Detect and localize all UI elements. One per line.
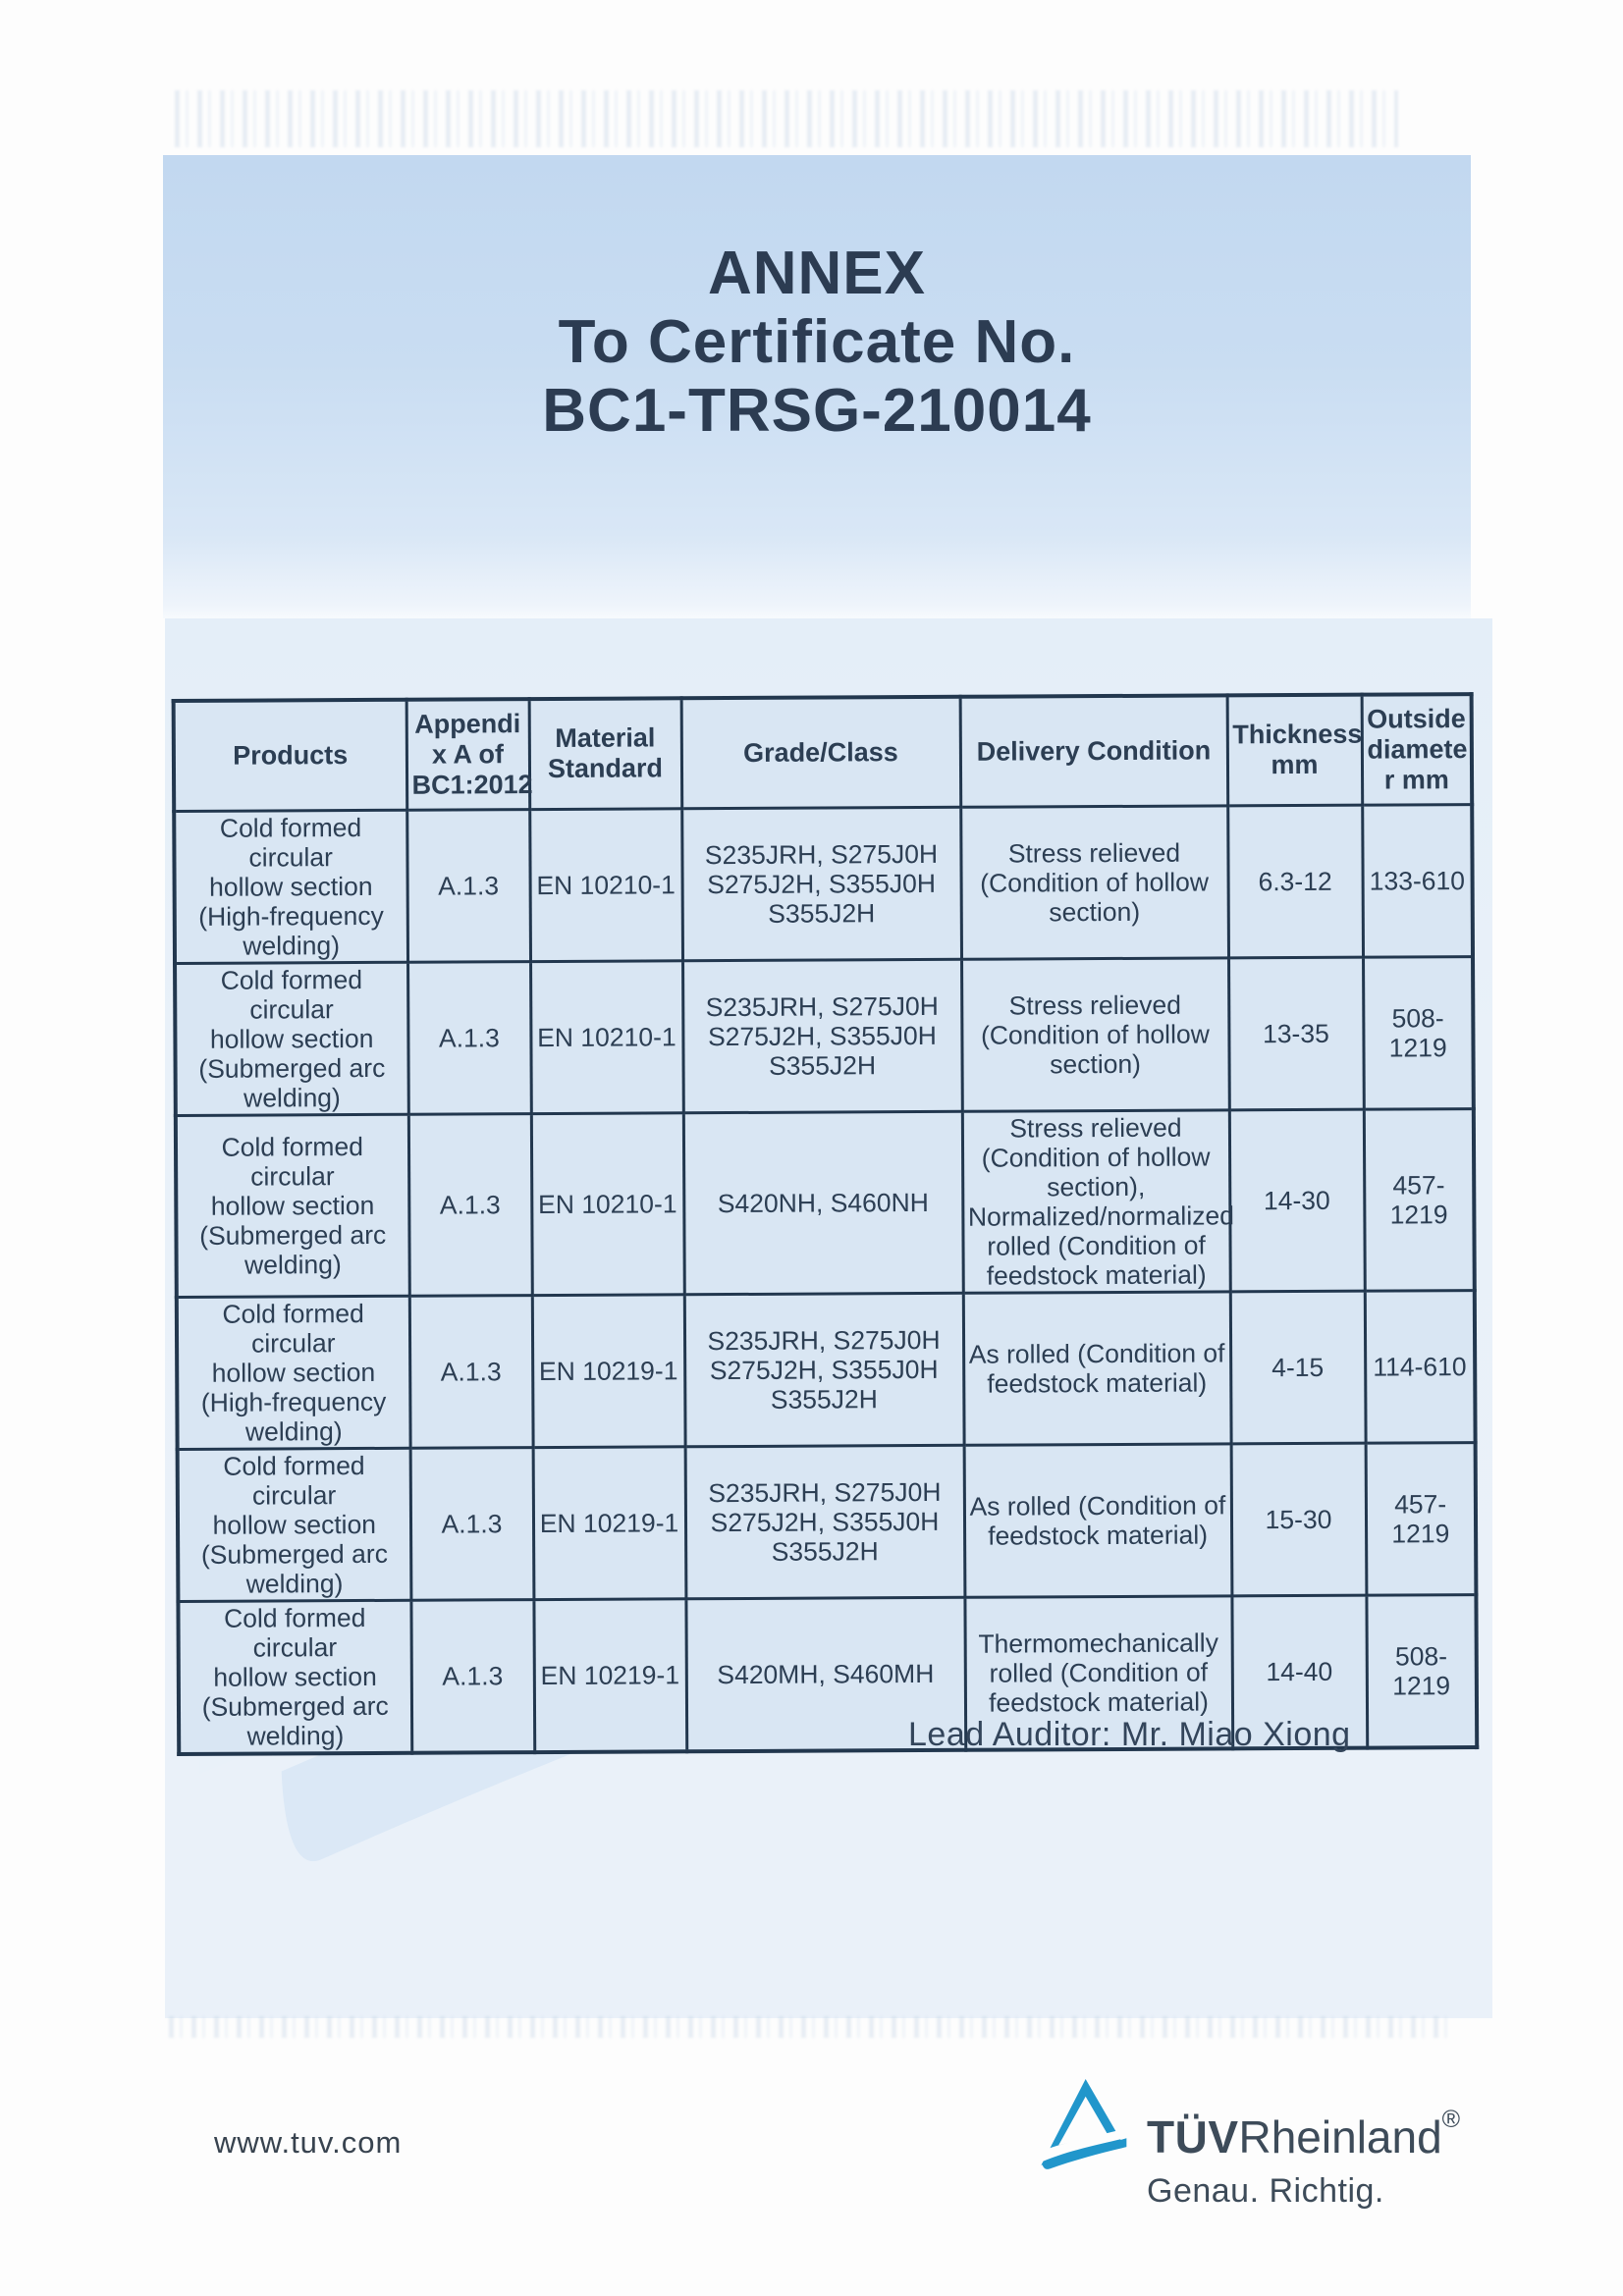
cell-outside-diameter: 508- 1219	[1363, 956, 1474, 1109]
certificate-number: BC1-TRSG-210014	[542, 377, 1092, 445]
cell-delivery-condition: Stress relieved (Condition of hollow section)	[961, 957, 1229, 1110]
certificate-subtitle: To Certificate No.	[558, 308, 1076, 376]
cell-material-standard: EN 10219-1	[532, 1294, 685, 1447]
scan-artifact-top	[175, 90, 1398, 147]
certificate-title-block	[163, 155, 1471, 618]
cell-delivery-condition: Stress relieved (Condition of hollow section)	[960, 805, 1228, 958]
table-row	[178, 1442, 1477, 1601]
cell-grade-class: S235JRH, S275J0H S275J2H, S355J0H S355J2H	[682, 959, 962, 1112]
tuv-triangle-icon	[1037, 2079, 1129, 2171]
cell-products: Cold formed circular hollow section (Submerged arc welding)	[178, 1448, 411, 1601]
table-row	[176, 1108, 1475, 1297]
cell-appendix: A.1.3	[406, 809, 530, 962]
cell-products: Cold formed circular hollow section (High-frequency welding)	[177, 1296, 410, 1449]
cell-thickness: 14-40	[1231, 1595, 1367, 1748]
brand-name	[1147, 2097, 1461, 2163]
cell-delivery-condition: As rolled (Condition of feedstock material)	[963, 1291, 1231, 1444]
cell-appendix: A.1.3	[410, 1447, 534, 1600]
table-header-row	[174, 694, 1473, 811]
col-header-delivery-condition: Delivery Condition	[960, 695, 1228, 806]
cell-outside-diameter: 133-610	[1362, 804, 1473, 957]
brand-name-rheinland: Rheinland	[1238, 2111, 1442, 2163]
cell-thickness: 14-30	[1229, 1109, 1365, 1292]
tuv-rheinland-logo	[1037, 2079, 1460, 2211]
cell-delivery-condition: Stress relieved (Condition of hollow section), Normalized/normalized rolled (Condition of feedstock material)	[962, 1109, 1230, 1292]
cell-appendix: A.1.3	[409, 1295, 533, 1448]
cell-outside-diameter: 114-610	[1365, 1290, 1476, 1443]
col-header-outside-diameter: Outside diamete r mm	[1362, 694, 1473, 805]
cell-products: Cold formed circular hollow section (Submerged arc welding)	[178, 1600, 411, 1754]
cell-products: Cold formed circular hollow section (High-frequency welding)	[174, 810, 407, 963]
cell-grade-class: S235JRH, S275J0H S275J2H, S355J0H S355J2H	[684, 1293, 964, 1446]
cell-grade-class: S420MH, S460MH	[685, 1597, 965, 1751]
brand-tagline: Genau. Richtig.	[1147, 2172, 1384, 2210]
col-header-products: Products	[174, 700, 407, 811]
cell-delivery-condition: Thermomechanically rolled (Condition of feedstock material)	[964, 1595, 1232, 1749]
lead-auditor-line: Lead Auditor: Mr. Miao Xiong	[908, 1716, 1351, 1753]
cell-appendix: A.1.3	[408, 1113, 532, 1296]
col-header-material-standard: Material Standard	[529, 698, 682, 809]
cell-outside-diameter: 457- 1219	[1364, 1108, 1475, 1291]
col-header-thickness: Thickness mm	[1227, 695, 1363, 806]
cell-thickness: 13-35	[1228, 957, 1364, 1110]
cell-products: Cold formed circular hollow section (Submerged arc welding)	[175, 962, 408, 1115]
brand-name-tuv: TÜV	[1147, 2111, 1239, 2163]
table-row	[177, 1290, 1476, 1449]
cell-thickness: 15-30	[1231, 1443, 1367, 1596]
cell-thickness: 6.3-12	[1227, 805, 1363, 958]
cell-material-standard: EN 10219-1	[533, 1598, 686, 1751]
cell-appendix: A.1.3	[410, 1599, 534, 1752]
cell-grade-class: S420NH, S460NH	[683, 1111, 963, 1294]
cell-material-standard: EN 10210-1	[529, 808, 682, 961]
cell-material-standard: EN 10210-1	[530, 960, 683, 1113]
cell-material-standard: EN 10219-1	[533, 1446, 686, 1599]
logo-text-group	[1147, 2079, 1460, 2211]
cell-appendix: A.1.3	[407, 961, 531, 1114]
cell-grade-class: S235JRH, S275J0H S275J2H, S355J0H S355J2H	[685, 1445, 965, 1598]
col-header-grade-class: Grade/Class	[681, 697, 961, 808]
table-row	[174, 804, 1473, 963]
cell-material-standard: EN 10210-1	[531, 1112, 684, 1295]
cell-grade-class: S235JRH, S275J0H S275J2H, S355J0H S355J2H	[681, 807, 961, 960]
cell-products: Cold formed circular hollow section (Submerged arc welding)	[176, 1114, 409, 1297]
col-header-appendix: Appendi x A of BC1:2012	[406, 699, 530, 810]
table-row	[175, 956, 1474, 1115]
title-group	[163, 155, 1471, 446]
product-scope-table	[172, 692, 1480, 1755]
website-link[interactable]: www.tuv.com	[214, 2125, 403, 2160]
cell-outside-diameter: 508- 1219	[1366, 1594, 1477, 1747]
cell-outside-diameter: 457- 1219	[1366, 1442, 1477, 1595]
cell-thickness: 4-15	[1230, 1291, 1366, 1444]
registered-mark: ®	[1441, 2106, 1461, 2133]
cell-delivery-condition: As rolled (Condition of feedstock material)	[964, 1443, 1232, 1596]
scan-artifact-bottom	[169, 2016, 1455, 2038]
annex-title: ANNEX	[707, 240, 927, 307]
